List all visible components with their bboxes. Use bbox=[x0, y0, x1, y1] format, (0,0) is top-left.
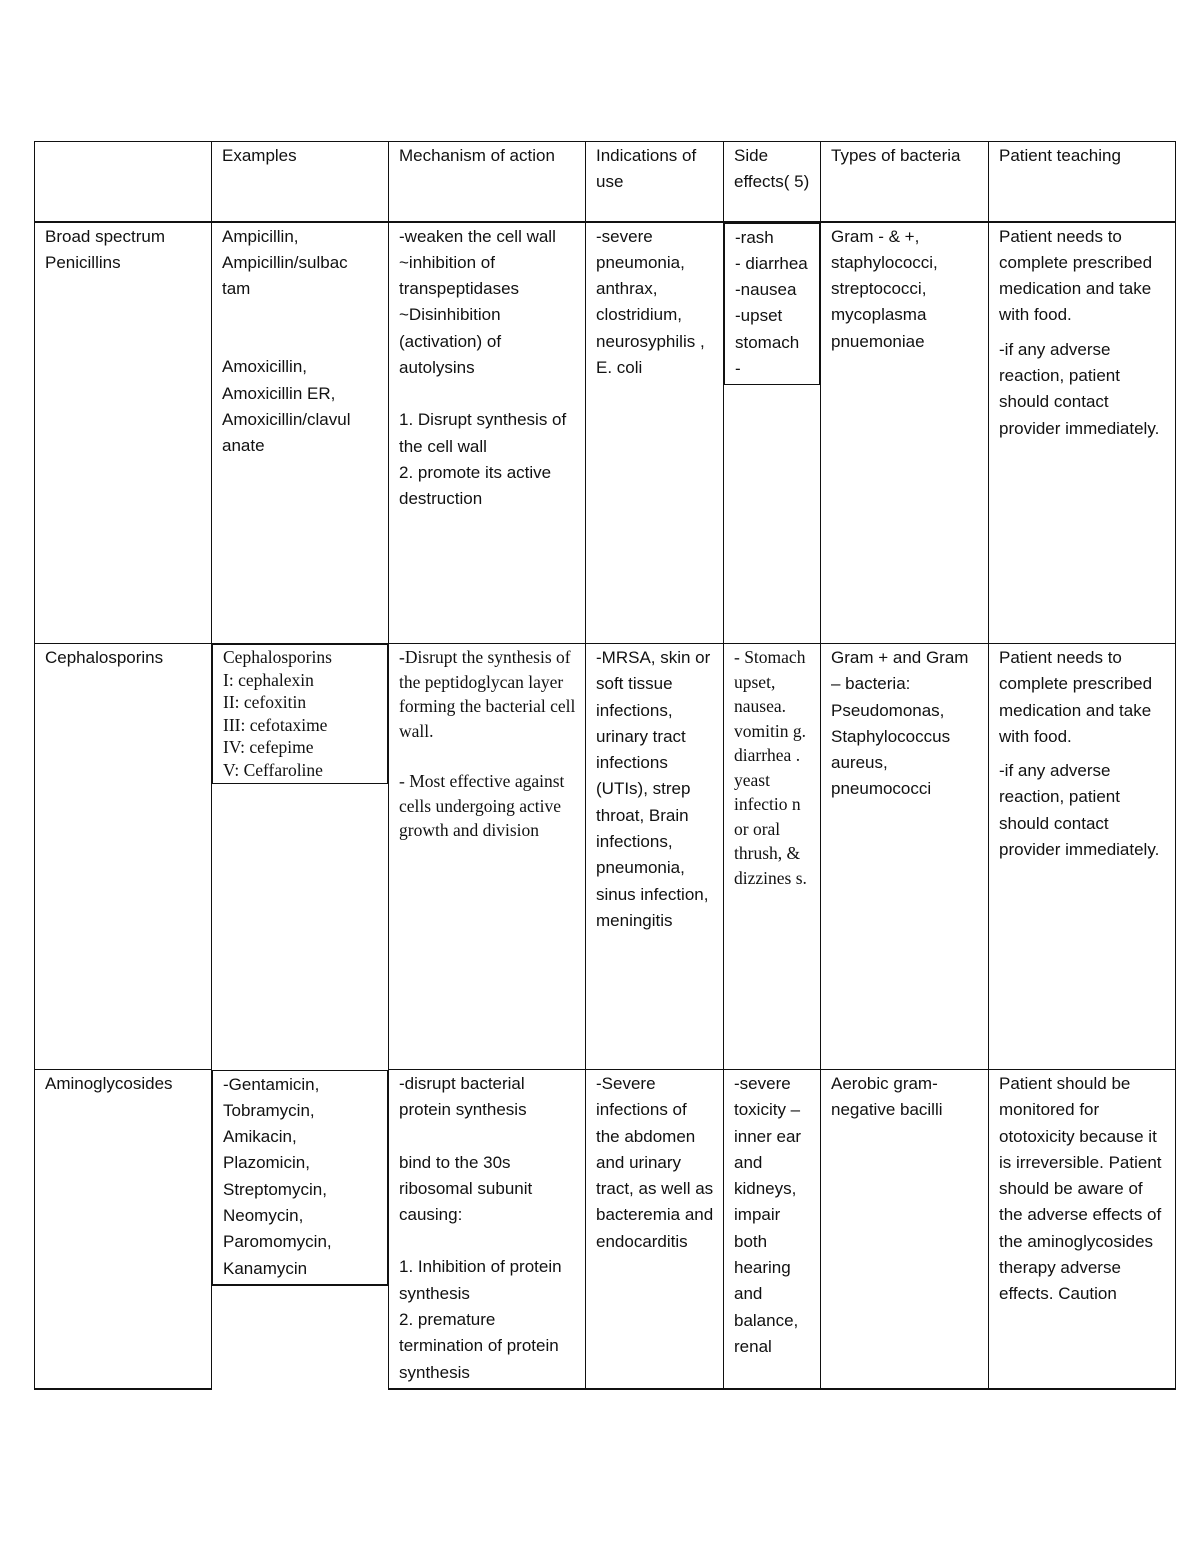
header-teaching: Patient teaching bbox=[989, 142, 1176, 222]
bacteria-cell: Gram + and Gram – bacteria: Pseudomonas, Staphylococcus aureus, pneumococci bbox=[821, 644, 989, 1070]
bacteria-cell: Aerobic gram-negative bacilli bbox=[821, 1070, 989, 1389]
mechanism-cell bbox=[389, 644, 586, 1070]
mechanism-text: - Most effective against cells undergoing active growth and division bbox=[399, 771, 565, 840]
mechanism-text: -Disrupt the synthesis of the peptidoglycan layer forming the bacterial cell wall. bbox=[399, 647, 576, 741]
mechanism-text: -weaken the cell wall ~inhibition of transpeptidases ~Disinhibition (activation) of autolysins bbox=[399, 226, 556, 377]
table-row bbox=[35, 644, 1176, 1070]
examples-text: Ampicillin, Ampicillin/sulbac tam bbox=[222, 226, 348, 299]
header-indications: Indications of use bbox=[586, 142, 724, 222]
examples-cell bbox=[212, 222, 389, 644]
header-side-effects: Side effects( 5) bbox=[724, 142, 821, 222]
teaching-text: -if any adverse reaction, patient should contact provider immediately. bbox=[999, 339, 1160, 438]
mechanism-text: 1. Disrupt synthesis of the cell wall 2. promote its active destruction bbox=[399, 410, 567, 509]
header-bacteria: Types of bacteria bbox=[821, 142, 989, 222]
antibiotics-table bbox=[34, 141, 1176, 1390]
table-row bbox=[35, 222, 1176, 644]
side-effects-cell: -rash - diarrhea -nausea -upset stomach - bbox=[724, 223, 820, 386]
side-effects-cell: -severe toxicity –inner ear and kidneys, impair both hearing and balance, renal bbox=[724, 1070, 821, 1389]
mechanism-cell bbox=[389, 1070, 586, 1389]
header-blank-cell bbox=[35, 142, 212, 222]
examples-cell: Cephalosporins I: cephalexin II: cefoxitin III: cefotaxime IV: cefepime V: Ceffaroline bbox=[212, 644, 388, 784]
drug-class-cell: Aminoglycosides bbox=[35, 1070, 212, 1389]
drug-class-cell: Cephalosporins bbox=[35, 644, 212, 1070]
header-mechanism: Mechanism of action bbox=[389, 142, 586, 222]
header-row bbox=[35, 142, 1176, 222]
side-effects-cell: - Stomach upset, nausea. vomitin g. diarrhea . yeast infectio n or oral thrush, & dizzines s. bbox=[724, 644, 821, 1070]
table-row bbox=[35, 1070, 1176, 1389]
indications-cell: -Severe infections of the abdomen and urinary tract, as well as bacteremia and endocarditis bbox=[586, 1070, 724, 1389]
examples-text: Amoxicillin, Amoxicillin ER, Amoxicillin/clavul anate bbox=[222, 357, 351, 456]
teaching-cell: Patient should be monitored for ototoxicity because it is irreversible. Patient should be aware of the adverse effects of the aminoglycosides therapy adverse effects. Caution bbox=[989, 1070, 1176, 1389]
teaching-cell bbox=[989, 222, 1176, 644]
bacteria-cell: Gram - & +, staphylococci, streptococci, mycoplasma pnuemoniae bbox=[821, 222, 989, 644]
examples-cell: -Gentamicin, Tobramycin, Amikacin, Plazomicin, Streptomycin, Neomycin, Paromomycin, Kanamycin bbox=[212, 1070, 388, 1286]
indications-cell: -severe pneumonia, anthrax, clostridium, neurosyphilis , E. coli bbox=[586, 222, 724, 644]
teaching-text: Patient needs to complete prescribed medication and take with food. bbox=[999, 226, 1153, 325]
teaching-text: -if any adverse reaction, patient should contact provider immediately. bbox=[999, 761, 1160, 860]
drug-class-cell: Broad spectrum Penicillins bbox=[35, 222, 212, 644]
teaching-text: Patient needs to complete prescribed medication and take with food. bbox=[999, 648, 1153, 746]
mechanism-cell bbox=[389, 222, 586, 644]
teaching-cell bbox=[989, 644, 1176, 1070]
mechanism-text: bind to the 30s ribosomal subunit causing: bbox=[399, 1152, 533, 1225]
header-examples: Examples bbox=[212, 142, 389, 222]
mechanism-text: 1. Inhibition of protein synthesis 2. premature termination of protein synthesis bbox=[399, 1257, 562, 1382]
mechanism-text: -disrupt bacterial protein synthesis bbox=[399, 1074, 527, 1120]
indications-cell: -MRSA, skin or soft tissue infections, urinary tract infections (UTIs), strep throat, Brain infections, pneumonia, sinus infection, meningitis bbox=[586, 644, 724, 1070]
